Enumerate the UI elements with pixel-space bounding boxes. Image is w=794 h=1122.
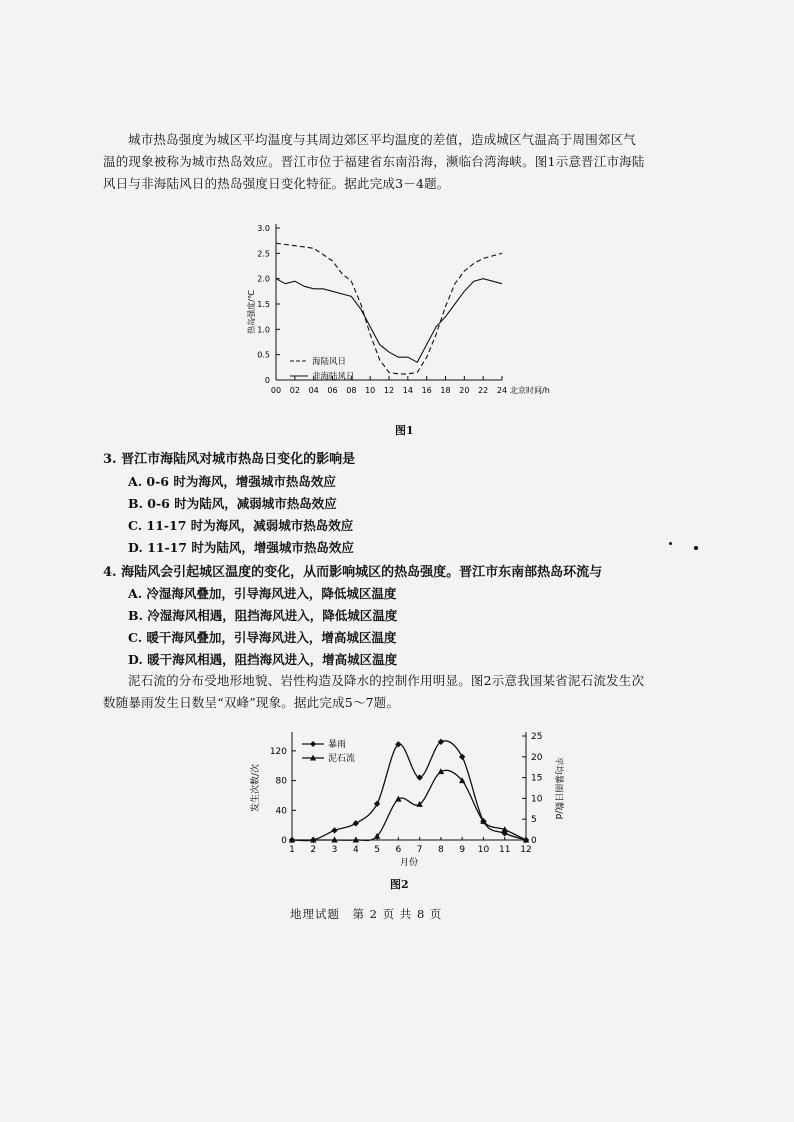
- question-4-option-c: C. 暖干海风叠加，引导海风进入，增高城区温度: [128, 630, 397, 645]
- x-tick-label: 08: [346, 386, 357, 395]
- left-y-tick-label: 0: [281, 836, 287, 846]
- scan-speck: [694, 546, 698, 550]
- legend-marker: [310, 741, 316, 747]
- x-tick-label: 24: [496, 386, 508, 395]
- right-y-tick-label: 5: [531, 815, 537, 826]
- legend-label: 暴雨: [328, 740, 347, 750]
- passage-1: 城市热岛强度为城区平均温度与其周边郊区平均温度的差值，造成城区气温高于周围郊区气温的现象被称为城市热岛效应。晋江市位于福建省东南沿海，濒临台湾海峡。图1示意晋江市海陆风日与非海陆风日的热岛强度日变化特征。据此完成3－4题。: [103, 132, 645, 191]
- x-tick-label: 6: [395, 845, 402, 855]
- right-y-tick-label: 0: [531, 836, 537, 846]
- x-tick-label: 7: [416, 845, 423, 855]
- point-rainstorm: [374, 801, 380, 807]
- x-tick-label: 9: [459, 845, 466, 855]
- x-axis-label: 北京时间/h: [510, 386, 550, 395]
- question-3-option-a: A. 0-6 时为海风，增强城市热岛效应: [128, 474, 336, 489]
- y-tick-label: 1.0: [257, 325, 270, 335]
- x-tick-label: 3: [331, 845, 338, 855]
- figure-1-chart: [236, 216, 576, 408]
- right-y-tick-label: 25: [531, 732, 543, 742]
- figure-1-caption: 图1: [395, 424, 414, 437]
- y-axis-label: 热岛强度/℃: [247, 290, 256, 334]
- right-y-tick-label: 10: [531, 794, 543, 805]
- passage-2: 泥石流的分布受地形地貌、岩性构造及降水的控制作用明显。图2示意我国某省泥石流发生次数随暴雨发生日数呈“双峰”现象。据此完成5～7题。: [103, 673, 645, 710]
- x-tick-label: 4: [352, 845, 359, 855]
- y-tick-label: 0.5: [257, 350, 270, 360]
- right-y-axis-label: 平均暴雨日数/d: [553, 756, 563, 820]
- x-tick-label: 10: [365, 386, 376, 395]
- page-footer: 地理试题 第 2 页 共 8 页: [290, 907, 443, 921]
- question-4-option-b: B. 冷湿海风相遇，阻挡海风进入，降低城区温度: [128, 608, 398, 623]
- left-y-tick-label: 120: [269, 746, 287, 757]
- x-tick-label: 11: [499, 845, 511, 855]
- y-tick-label: 0: [264, 376, 270, 385]
- right-y-tick-label: 20: [531, 752, 543, 763]
- legend-label: 泥石流: [328, 754, 356, 764]
- figure-2-caption: 图2: [390, 878, 409, 891]
- x-tick-label: 10: [477, 845, 490, 855]
- point-rainstorm: [459, 754, 465, 760]
- x-tick-label: 1: [289, 845, 295, 855]
- left-y-axis-label: 发生次数/次: [251, 763, 261, 813]
- x-tick-label: 00: [270, 386, 282, 395]
- series-line-sea-land-breeze-day: [276, 243, 502, 374]
- series-line-non-sea-land-breeze-day: [276, 279, 502, 363]
- question-4-option-d: D. 暖干海风相遇，阻挡海风进入，增高城区温度: [128, 652, 398, 667]
- y-tick-label: 2.5: [257, 249, 270, 259]
- question-4-option-a: A. 冷湿海风叠加，引导海风进入，降低城区温度: [128, 586, 397, 601]
- point-rainstorm: [331, 827, 337, 833]
- x-tick-label: 20: [459, 386, 470, 395]
- question-3-option-d: D. 11-17 时为陆风，增强城市热岛效应: [128, 540, 354, 555]
- legend-label: 海陆风日: [312, 357, 347, 367]
- y-tick-label: 3.0: [257, 224, 270, 233]
- x-tick-label: 06: [327, 386, 338, 395]
- figure-2-chart: [244, 722, 574, 872]
- x-tick-label: 04: [308, 386, 319, 395]
- question-3-stem: 3. 晋江市海陆风对城市热岛日变化的影响是: [103, 452, 356, 467]
- x-tick-label: 18: [440, 386, 451, 395]
- scan-speck: [669, 542, 672, 545]
- x-tick-label: 12: [520, 845, 532, 855]
- x-tick-label: 16: [421, 386, 432, 395]
- x-tick-label: 5: [374, 845, 380, 855]
- left-y-tick-label: 40: [275, 806, 287, 817]
- x-tick-label: 12: [383, 386, 395, 395]
- point-rainstorm: [353, 820, 359, 826]
- right-y-tick-label: 15: [531, 773, 543, 784]
- x-tick-label: 8: [438, 845, 444, 855]
- x-axis-label: 月份: [399, 858, 419, 868]
- legend-label: 非海陆风日: [312, 372, 355, 382]
- x-tick-label: 14: [402, 386, 413, 395]
- question-3-option-b: B. 0-6 时为陆风，减弱城市热岛效应: [128, 496, 337, 511]
- x-tick-label: 22: [478, 386, 489, 395]
- y-tick-label: 1.5: [257, 300, 270, 309]
- question-4-stem: 4. 海陆风会引起城区温度的变化，从而影响城区的热岛强度。晋江市东南部热岛环流与: [103, 565, 603, 580]
- question-3-option-c: C. 11-17 时为海风，减弱城市热岛效应: [128, 518, 354, 533]
- y-tick-label: 2.0: [257, 274, 270, 284]
- x-tick-label: 02: [289, 386, 300, 395]
- left-y-tick-label: 80: [275, 776, 287, 787]
- x-tick-label: 2: [310, 845, 317, 855]
